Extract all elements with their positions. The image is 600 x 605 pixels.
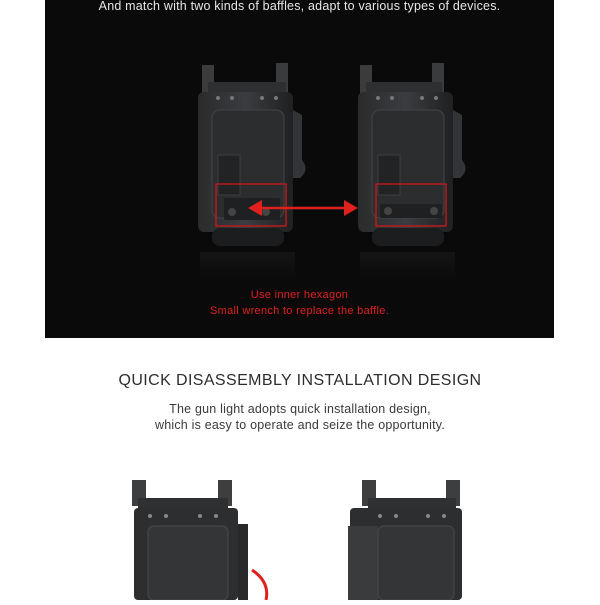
section-title: QUICK DISASSEMBLY INSTALLATION DESIGN: [118, 372, 482, 389]
double-arrow-icon: [248, 197, 358, 224]
device-mounted-right: [340, 478, 480, 605]
section-desc-line1: The gun light adopts quick installation design,: [169, 402, 431, 416]
device-left: [150, 60, 310, 290]
baffle-banner: [45, 0, 554, 338]
banner-caption: And match with two kinds of baffles, adapt to various types of devices.: [98, 0, 501, 13]
hex-note-line2: Small wrench to replace the baffle.: [209, 305, 390, 317]
section-desc-line2: which is easy to operate and seize the opportunity.: [155, 418, 445, 432]
rotate-arrow-icon: [252, 570, 267, 600]
hex-note-line1: Use inner hexagon: [250, 289, 349, 301]
device-mounted-left: [120, 478, 290, 605]
device-right: [350, 60, 510, 290]
